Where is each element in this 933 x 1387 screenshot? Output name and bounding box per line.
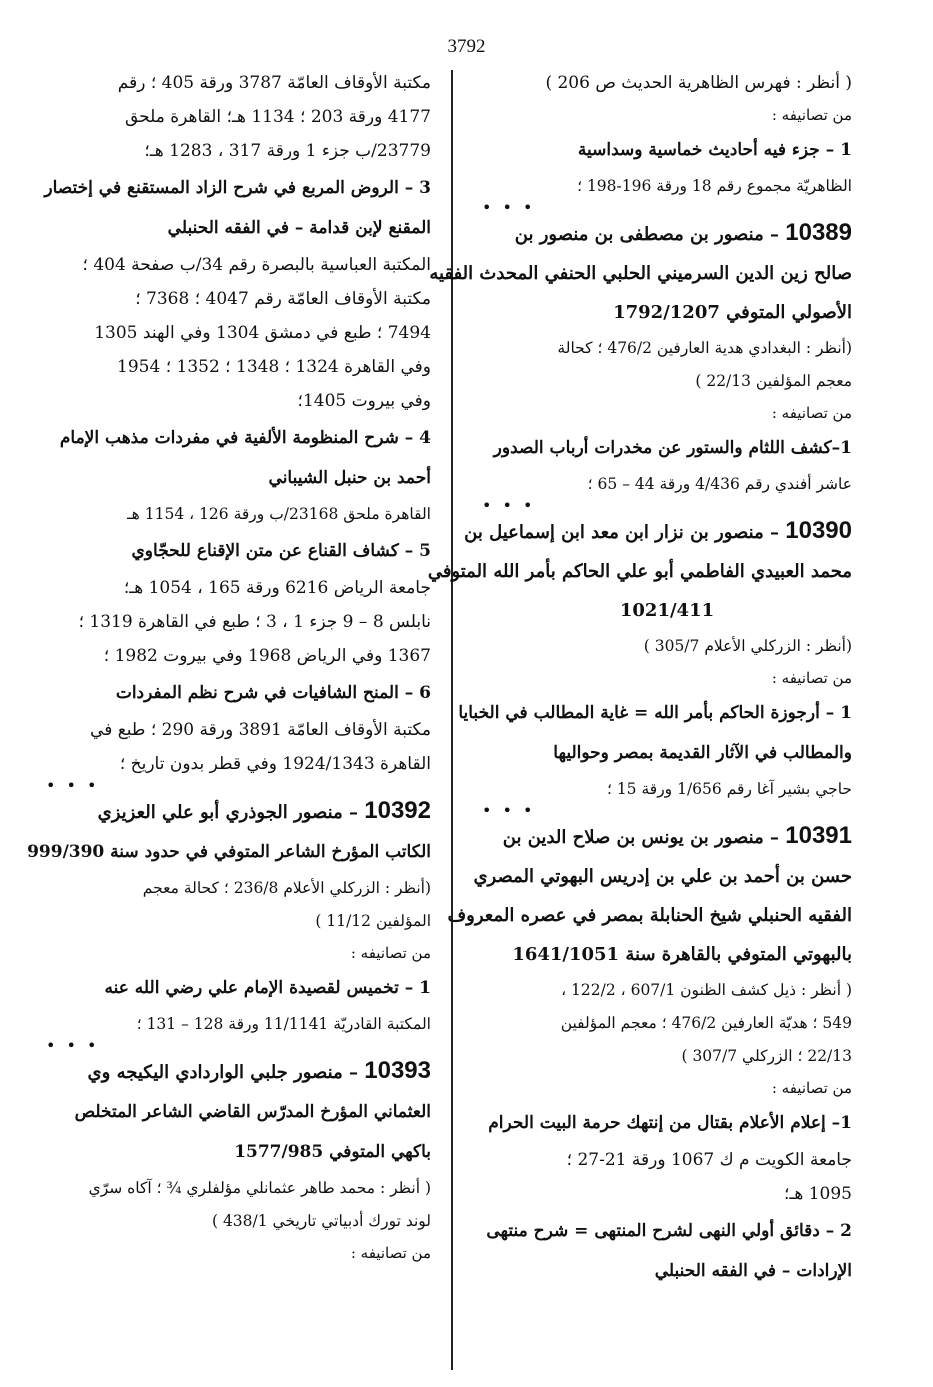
line-text: جامعة الرياض 6216 ورقة 165 ، 1054 هـ؛ xyxy=(123,578,431,598)
work-title-line xyxy=(482,1103,852,1143)
line-text: المكتبة القادريّة 11/1141 ورقة 128 – 131 ؛ xyxy=(136,1015,431,1033)
line-text: – منصور الجوذري أبو علي العزيزي xyxy=(97,802,365,823)
line-text: ( أنظر : محمد طاهر عثمانلي مؤلفلري ¾ ؛ آكاه سرّي xyxy=(88,1179,431,1197)
work-title-line xyxy=(482,733,852,773)
reference-line xyxy=(46,639,431,673)
line-text: الأصولي المتوفي 1792/1207 xyxy=(613,302,852,323)
line-text: وفي القاهرة 1324 ؛ 1348 ؛ 1352 ؛ 1954 xyxy=(117,357,431,377)
entry-line xyxy=(482,213,852,254)
line-text: والمطالب في الآثار القديمة بمصر وحواليها xyxy=(553,743,852,763)
reference-line xyxy=(46,350,431,384)
line-text: أحمد بن حنبل الشيباني xyxy=(268,468,431,488)
line-text: بالبهوتي المتوفي بالقاهرة سنة 1641/1051 xyxy=(512,944,852,965)
line-text: من تصانيفه : xyxy=(350,944,431,962)
work-title-line xyxy=(46,968,431,1008)
entry-line xyxy=(482,935,852,974)
works-label xyxy=(482,663,852,693)
reference-line xyxy=(46,905,431,938)
line-text: (أنظر : البغدادي هدية العارفين 476/2 ؛ كحالة xyxy=(557,339,852,357)
line-text: الفقيه الحنبلي شيخ الحنابلة بمصر في عصره المعروف xyxy=(447,905,852,926)
right-column xyxy=(427,66,852,1291)
left-column xyxy=(27,66,431,1268)
line-text: مكتبة الأوقاف العامّة 3787 ورقة 405 ؛ رقم xyxy=(117,73,431,93)
entry-number: 10392 xyxy=(364,797,431,824)
line-text: المؤلفين 11/12 ) xyxy=(315,912,431,930)
line-text: 23779/ب جزء 1 ورقة 317 ، 1283 هـ؛ xyxy=(144,141,431,161)
line-text: 1021/411 xyxy=(619,600,715,621)
entry-line xyxy=(427,552,852,591)
reference-line xyxy=(482,468,852,501)
line-text: • • • xyxy=(46,1036,100,1055)
line-text: 6 – المنح الشافيات في شرح نظم المفردات xyxy=(115,683,431,703)
line-text: – منصور بن نزار ابن معد ابن إسماعيل بن xyxy=(464,522,786,543)
line-text: – منصور بن مصطفى بن منصور بن xyxy=(514,224,786,245)
reference-line xyxy=(46,1172,431,1205)
reference-line xyxy=(482,170,852,203)
work-title-line xyxy=(46,1092,431,1132)
reference-line xyxy=(482,1143,852,1177)
work-title-line xyxy=(458,693,852,733)
work-title-line xyxy=(46,168,431,208)
entry-line xyxy=(447,896,852,935)
line-text: – منصور بن يونس بن صلاح الدين بن xyxy=(502,827,786,848)
line-text: 7494 ؛ طبع في دمشق 1304 وفي الهند 1305 xyxy=(94,323,431,343)
reference-line xyxy=(46,713,431,747)
entry-number: 10389 xyxy=(785,219,852,246)
reference-line xyxy=(46,134,431,168)
works-label xyxy=(482,100,852,130)
line-text: (أنظر : الزركلي الأعلام 236/8 ؛ كحالة معجم xyxy=(142,879,431,897)
entry-line xyxy=(482,816,852,857)
line-text: لوند تورك أدبياتي تاريخي 438/1 ) xyxy=(211,1212,431,1230)
work-title-line xyxy=(482,130,852,170)
reference-line xyxy=(46,316,431,350)
reference-line xyxy=(46,872,431,905)
work-title-line xyxy=(46,418,431,458)
line-text: من تصانيفه : xyxy=(350,1244,431,1262)
line-text: من تصانيفه : xyxy=(771,106,852,124)
separator-dots xyxy=(46,776,431,795)
work-title-line xyxy=(46,1132,431,1172)
line-text: ( أنظر : فهرس الظاهرية الحديث ص 206 ) xyxy=(545,73,852,93)
separator-dots xyxy=(46,1036,431,1055)
line-text: 1 – تخميس لقصيدة الإمام علي رضي الله عنه xyxy=(104,978,431,998)
works-label xyxy=(482,1073,852,1103)
line-text: من تصانيفه : xyxy=(771,404,852,422)
work-title-line xyxy=(482,1251,852,1291)
line-text: • • • xyxy=(46,776,100,795)
reference-line xyxy=(46,605,431,639)
entry-line xyxy=(482,591,852,630)
reference-line xyxy=(482,332,852,365)
reference-line xyxy=(482,1040,852,1073)
line-text: 1–كشف اللثام والستور عن مخدرات أرباب الصدور xyxy=(493,438,852,458)
reference-line xyxy=(482,974,852,1007)
reference-line xyxy=(46,1008,431,1041)
line-text: مكتبة الأوقاف العامّة رقم 4047 ؛ 7368 ؛ xyxy=(135,289,431,309)
separator-dots xyxy=(482,801,852,820)
reference-line xyxy=(46,384,431,418)
line-text: 2 – دقائق أولي النهى لشرح المنتهى = شرح منتهى xyxy=(486,1221,852,1241)
reference-line xyxy=(482,773,852,806)
entry-number: 10390 xyxy=(785,517,852,544)
line-text: 1 – أرجوزة الحاكم بأمر الله = غاية المطالب في الخبايا xyxy=(458,703,852,723)
line-text: – منصور جلبي الواردادي اليكيجه وي xyxy=(87,1062,365,1083)
line-text: • • • xyxy=(482,198,536,217)
work-title-line xyxy=(46,208,431,248)
works-label xyxy=(46,938,431,968)
line-text: عاشر أفندي رقم 4/436 ورقة 44 – 65 ؛ xyxy=(587,475,852,493)
line-text: 1– إعلام الأعلام بقتال من إنتهك حرمة البيت الحرام xyxy=(488,1113,852,1133)
line-text: القاهرة ملحق 23168/ب ورقة 126 ، 1154 هـ xyxy=(127,505,431,523)
line-text: الإرادات – في الفقه الحنبلي xyxy=(654,1261,852,1281)
work-title-line xyxy=(46,531,431,571)
line-text: من تصانيفه : xyxy=(771,669,852,687)
entry-line xyxy=(482,293,852,332)
work-title-line xyxy=(27,832,431,872)
reference-line xyxy=(482,365,852,398)
line-text: 1367 وفي الرياض 1968 وفي بيروت 1982 ؛ xyxy=(103,646,431,666)
line-text: مكتبة الأوقاف العامّة 3891 ورقة 290 ؛ طبع في xyxy=(90,720,431,740)
line-text: حاجي بشير آغا رقم 1/656 ورقة 15 ؛ xyxy=(606,780,852,798)
entry-number: 10391 xyxy=(785,822,852,849)
line-text: من تصانيفه : xyxy=(771,1079,852,1097)
works-label xyxy=(482,398,852,428)
entry-number: 10393 xyxy=(364,1057,431,1084)
entry-line xyxy=(464,511,852,552)
reference-line xyxy=(482,630,852,663)
reference-line xyxy=(46,747,431,781)
reference-line xyxy=(46,498,431,531)
work-title-line xyxy=(482,428,852,468)
line-text: وفي بيروت 1405؛ xyxy=(297,391,431,411)
line-text: جامعة الكويت م ك 1067 ورقة 21-27 ؛ xyxy=(566,1150,852,1170)
line-text: • • • xyxy=(482,496,536,515)
line-text: العثماني المؤرخ المدرّس القاضي الشاعر المتخلص xyxy=(74,1102,431,1122)
reference-line xyxy=(46,282,431,316)
line-text: (أنظر : الزركلي الأعلام 305/7 ) xyxy=(643,637,852,655)
line-text: الكاتب المؤرخ الشاعر المتوفي في حدود سنة 999/390 xyxy=(27,842,431,862)
work-title-line xyxy=(482,1211,852,1251)
entry-line xyxy=(46,1051,431,1092)
reference-line xyxy=(46,100,431,134)
reference-line xyxy=(482,66,852,100)
entry-line xyxy=(429,254,852,293)
line-text: صالح زين الدين السرميني الحلبي الحنفي المحدث الفقيه xyxy=(429,263,852,284)
line-text: المكتبة العباسية بالبصرة رقم 34/ب صفحة 404 ؛ xyxy=(82,255,431,275)
line-text: 1095 هـ؛ xyxy=(783,1184,852,1204)
reference-line xyxy=(46,66,431,100)
line-text: نابلس 8 – 9 جزء 1 ، 3 ؛ طبع في القاهرة 1319 ؛ xyxy=(78,612,431,632)
page-number: 3792 xyxy=(447,36,486,57)
reference-line xyxy=(482,1007,852,1040)
entry-line xyxy=(46,791,431,832)
work-title-line xyxy=(46,458,431,498)
separator-dots xyxy=(482,198,852,217)
line-text: 549 ؛ هديّة العارفين 476/2 ؛ معجم المؤلفين xyxy=(560,1014,852,1032)
line-text: 3 – الروض المربع في شرح الزاد المستقنع في إختصار xyxy=(44,178,431,198)
entry-line xyxy=(473,857,852,896)
line-text: • • • xyxy=(482,801,536,820)
separator-dots xyxy=(482,496,852,515)
line-text: 4177 ورقة 203 ؛ 1134 هـ؛ القاهرة ملحق xyxy=(124,107,431,127)
works-label xyxy=(46,1238,431,1268)
line-text: المقنع لإبن قدامة – في الفقه الحنبلي xyxy=(167,218,431,238)
line-text: معجم المؤلفين 22/13 ) xyxy=(695,372,852,390)
line-text: ( أنظر : ذيل كشف الظنون 607/1 ، 122/2 ، xyxy=(561,981,852,999)
reference-line xyxy=(46,248,431,282)
line-text: 4 – شرح المنظومة الألفية في مفردات مذهب الإمام xyxy=(59,428,431,448)
reference-line xyxy=(482,1177,852,1211)
line-text: القاهرة 1924/1343 وفي قطر بدون تاريخ ؛ xyxy=(119,754,431,774)
line-text: باكهي المتوفي 1577/985 xyxy=(234,1142,431,1162)
line-text: حسن بن أحمد بن علي بن إدريس البهوتي المصري xyxy=(473,866,852,887)
line-text: 22/13 ؛ الزركلي 307/7 ) xyxy=(681,1047,852,1065)
work-title-line xyxy=(46,673,431,713)
reference-line xyxy=(46,571,431,605)
line-text: الظاهريّة مجموع رقم 18 ورقة 196-198 ؛ xyxy=(577,177,852,195)
line-text: محمد العبيدي الفاطمي أبو علي الحاكم بأمر الله المتوفي xyxy=(427,561,852,582)
reference-line xyxy=(46,1205,431,1238)
line-text: 5 – كشاف القناع عن متن الإقناع للحجّاوي xyxy=(131,541,431,561)
line-text: 1 – جزء فيه أحاديث خماسية وسداسية xyxy=(577,140,852,160)
